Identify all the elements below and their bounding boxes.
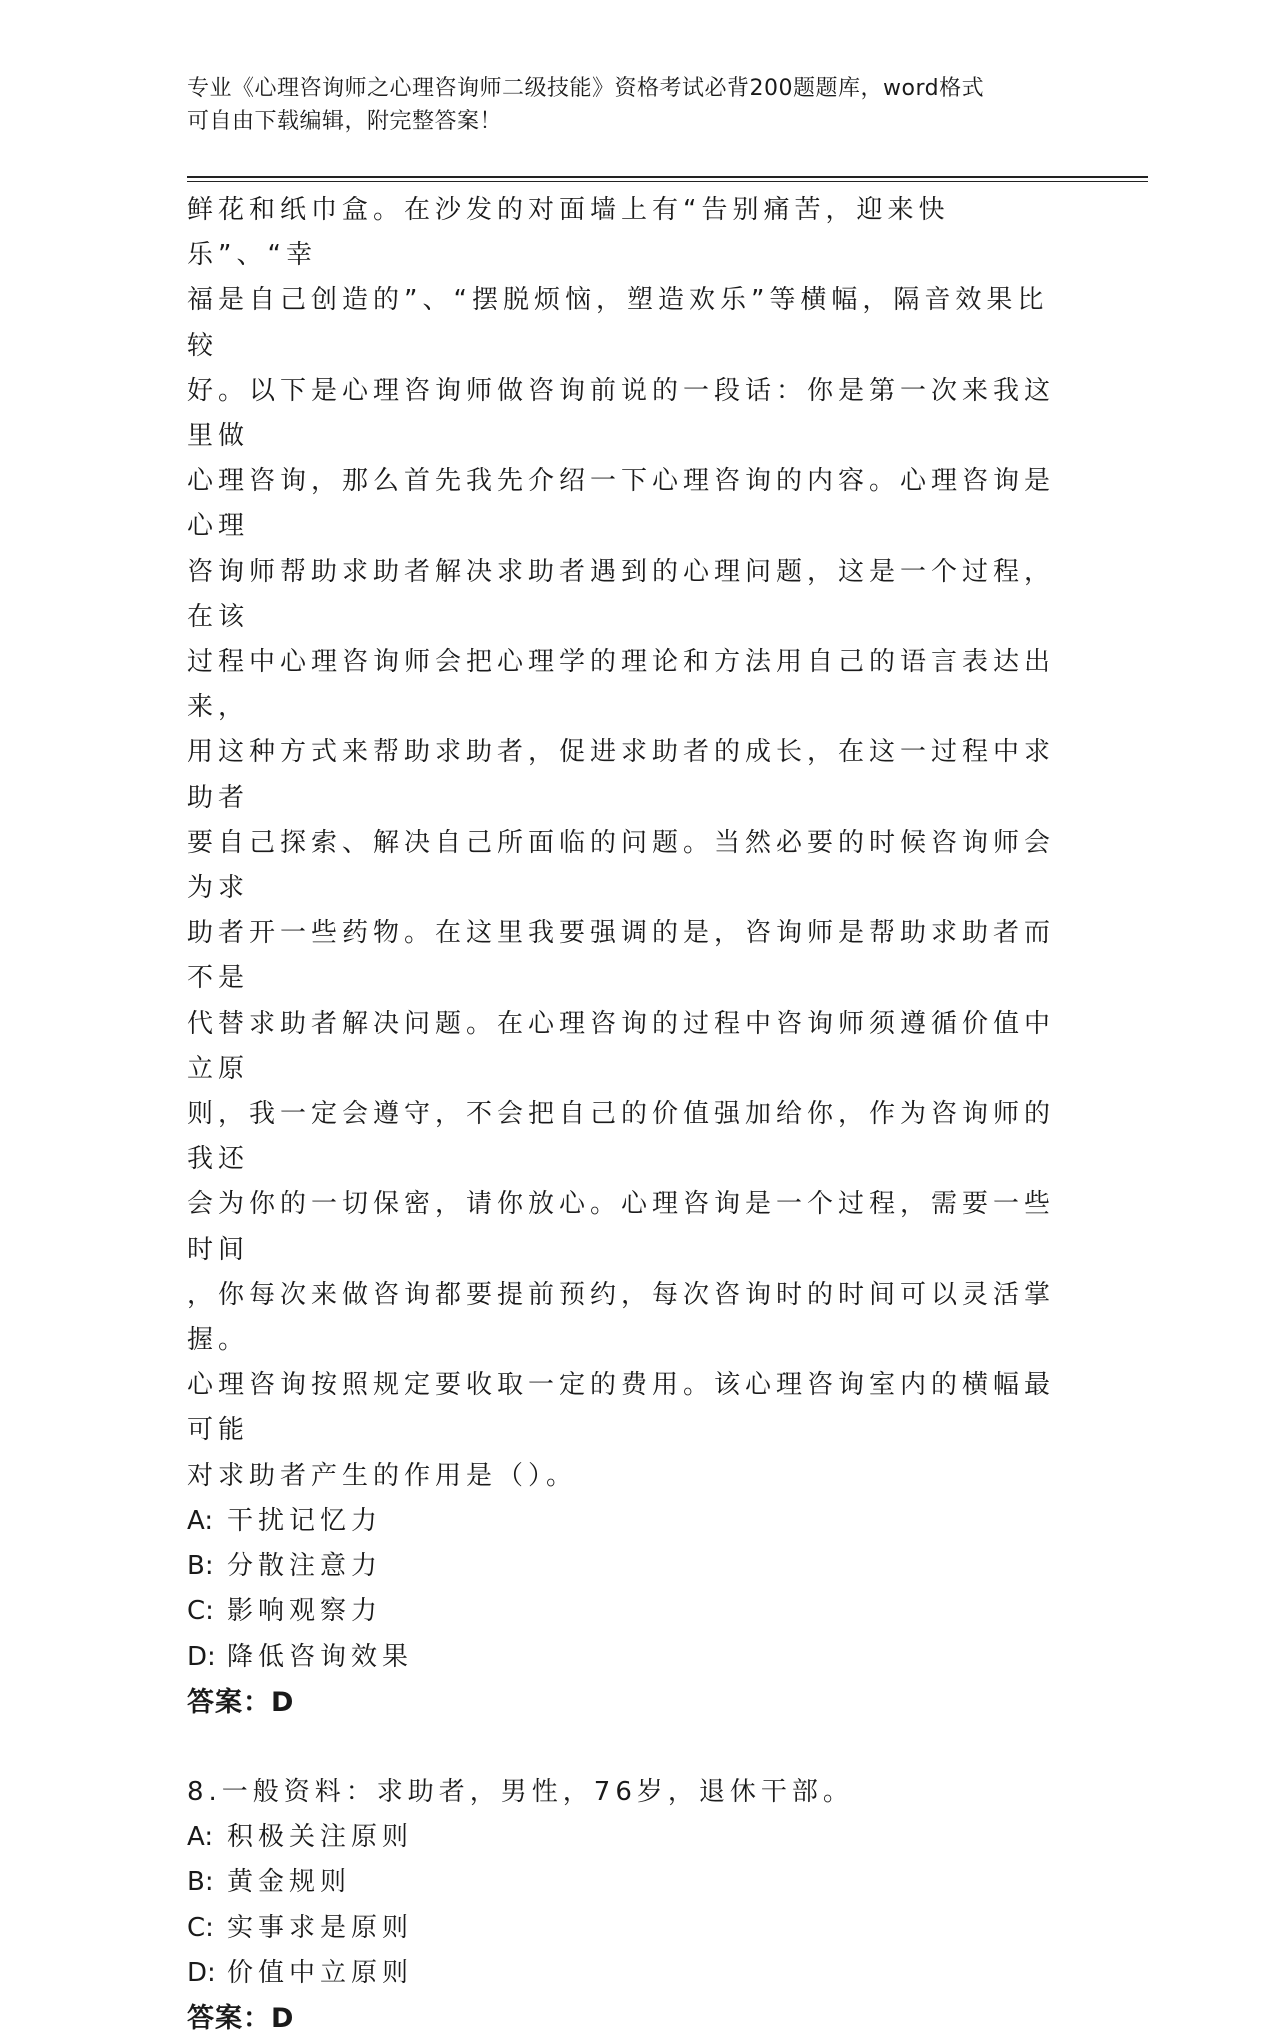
stem-line: 心理咨询，那么首先我先介绍一下心理咨询的内容。心理咨询是心理 — [187, 466, 1056, 542]
option-text: 降低咨询效果 — [227, 1641, 414, 1672]
question-stem: 8.一般资料：求助者，男性，76岁，退休干部。 — [187, 1776, 854, 1807]
question-7 — [187, 188, 1067, 1725]
question-stem — [187, 188, 1067, 1499]
stem-line: 过程中心理咨询师会把心理学的理论和方法用自己的语言表达出来， — [187, 647, 1056, 723]
option-c — [187, 1906, 1067, 1951]
header-line-1: 专业《心理咨询师之心理咨询师二级技能》资格考试必背200题题库，word格式 — [187, 76, 985, 101]
option-text: 分散注意力 — [227, 1551, 383, 1582]
option-text: 干扰记忆力 — [227, 1505, 383, 1536]
stem-line: 福是自己创造的”、“摆脱烦恼，塑造欢乐”等横幅，隔音效果比较 — [187, 285, 1049, 361]
option-key: B: — [187, 1867, 214, 1898]
option-key: C: — [187, 1912, 214, 1943]
option-key: D: — [187, 1957, 216, 1988]
page-header — [187, 72, 1067, 138]
stem-line: 代替求助者解决问题。在心理咨询的过程中咨询师须遵循价值中立原 — [187, 1008, 1056, 1084]
document-body — [187, 188, 1067, 2041]
option-b — [187, 1860, 1067, 1905]
option-text: 黄金规则 — [227, 1867, 352, 1898]
header-divider — [187, 176, 1148, 182]
option-key: B: — [187, 1551, 214, 1582]
question-8 — [187, 1770, 1067, 2041]
option-a — [187, 1815, 1067, 1860]
option-text: 实事求是原则 — [227, 1912, 414, 1943]
option-key: A: — [187, 1505, 214, 1536]
stem-line: 助者开一些药物。在这里我要强调的是，咨询师是帮助求助者而不是 — [187, 918, 1056, 994]
option-text: 积极关注原则 — [227, 1822, 414, 1853]
stem-line: 会为你的一切保密，请你放心。心理咨询是一个过程，需要一些时间 — [187, 1189, 1056, 1265]
option-a — [187, 1499, 1067, 1544]
answer-line: 答案：D — [187, 2002, 295, 2034]
stem-line: 用这种方式来帮助求助者，促进求助者的成长，在这一过程中求助者 — [187, 737, 1056, 813]
option-d — [187, 1635, 1067, 1680]
stem-line: 好。以下是心理咨询师做咨询前说的一段话：你是第一次来我这里做 — [187, 375, 1056, 452]
option-b — [187, 1544, 1067, 1589]
stem-line: 咨询师帮助求助者解决求助者遇到的心理问题，这是一个过程，在该 — [187, 556, 1056, 632]
stem-line: 心理咨询按照规定要收取一定的费用。该心理咨询室内的横幅最可能 — [187, 1370, 1056, 1446]
stem-line: 鲜花和纸巾盒。在沙发的对面墙上有“告别痛苦，迎来快乐”、“幸 — [187, 195, 950, 271]
stem-line: ，你每次来做咨询都要提前预约，每次咨询时的时间可以灵活掌握。 — [187, 1279, 1056, 1356]
option-c — [187, 1589, 1067, 1634]
option-text: 价值中立原则 — [227, 1957, 414, 1988]
question-gap — [187, 1725, 1067, 1770]
option-d — [187, 1951, 1067, 1996]
stem-line: 对求助者产生的作用是（）。 — [187, 1460, 578, 1491]
option-key: D: — [187, 1641, 216, 1672]
option-text: 影响观察力 — [227, 1596, 383, 1627]
stem-line: 则，我一定会遵守，不会把自己的价值强加给你，作为咨询师的我还 — [187, 1099, 1056, 1175]
option-key: A: — [187, 1822, 214, 1853]
answer-line: 答案：D — [187, 1686, 295, 1718]
stem-line: 要自己探索、解决自己所面临的问题。当然必要的时候咨询师会为求 — [187, 827, 1056, 904]
header-line-2: 可自由下载编辑，附完整答案！ — [187, 109, 503, 134]
option-key: C: — [187, 1596, 214, 1627]
